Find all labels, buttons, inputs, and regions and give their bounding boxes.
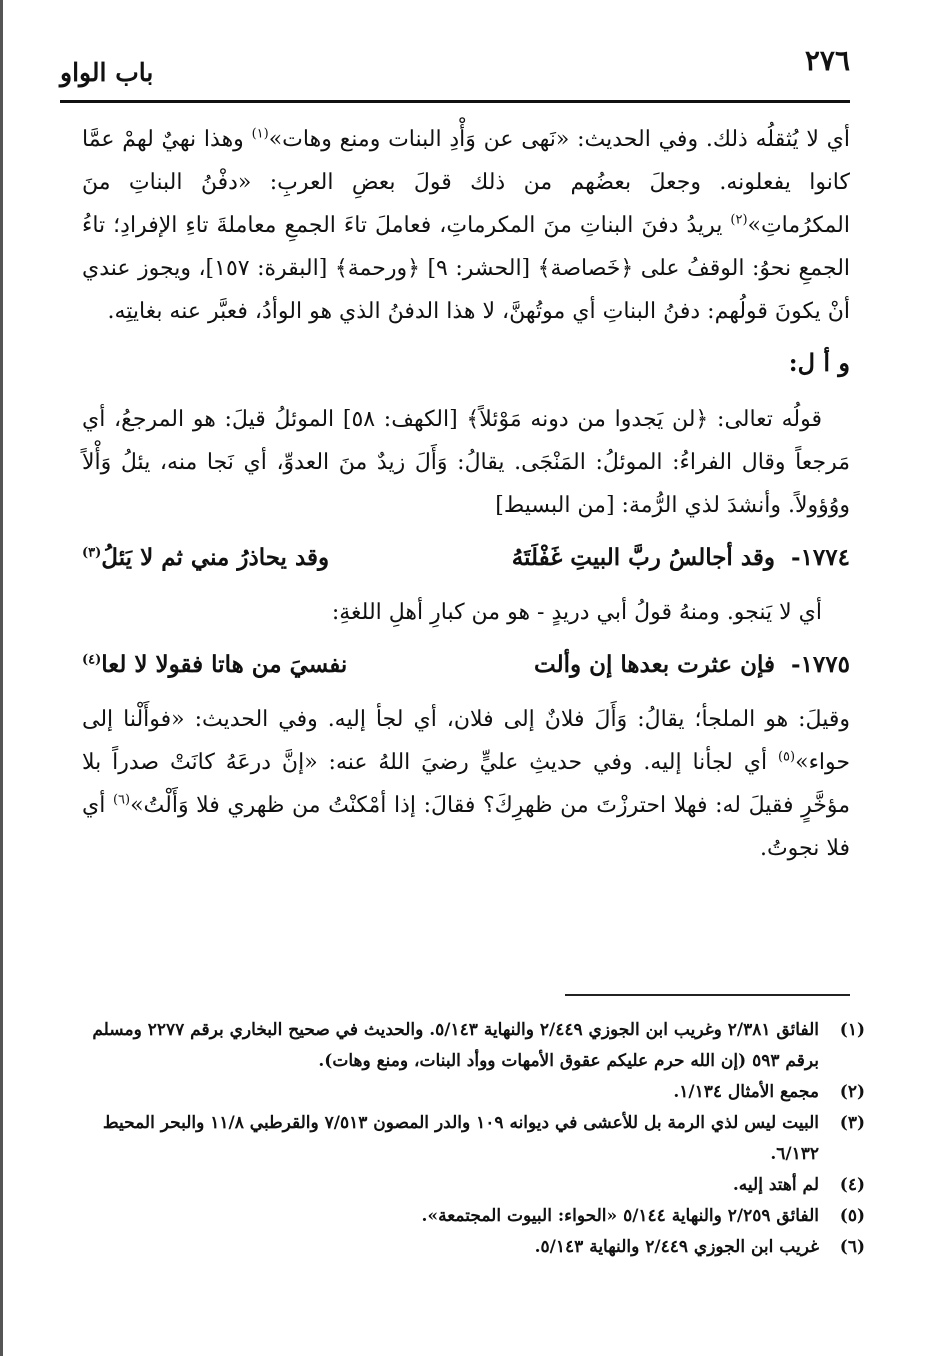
- main-text: [82, 118, 850, 870]
- verse-first-text: فإن عثرت بعدها إن وألت: [534, 651, 776, 678]
- footnote-ref: (٦): [112, 792, 131, 808]
- chapter-title: باب الواو: [60, 58, 154, 87]
- verse-second-hemistich: [82, 642, 347, 688]
- footnote-item: [82, 1015, 865, 1077]
- footnote-text: مجمع الأمثال ١/١٣٤.: [673, 1082, 819, 1102]
- footnote-mark: (٥): [839, 1206, 865, 1226]
- footnote-ref: (٤): [82, 652, 102, 668]
- paragraph-3: أي لا يَنجو. ومنهُ قولُ أبي دريدٍ - هو من كبارِ أهلِ اللغةِ:: [331, 600, 822, 625]
- verse-first-text: وقد أجالسُ ربَّ البيتِ غَفْلَتَهُ: [511, 544, 776, 571]
- footnote-item: [82, 1108, 865, 1170]
- footnote-mark: (٢): [839, 1082, 865, 1102]
- page-header: [60, 38, 850, 98]
- verse-second-hemistich: [82, 535, 329, 581]
- footnote-item: [82, 1201, 865, 1232]
- verse-second-text: وقد يحاذرُ مني ثم لا يَئلُ: [101, 544, 330, 571]
- footnote-text: الفائق ٢/٢٥٩ والنهاية ٥/١٤٤ «الحواء: البيوت المجتمعة».: [421, 1206, 819, 1226]
- footnote-mark: (١): [839, 1020, 865, 1040]
- footnote-separator: [565, 994, 850, 996]
- footnotes: [82, 1015, 865, 1263]
- verse-first-hemistich: [534, 642, 850, 688]
- paragraph-text: وقيلَ: هو الملجأ؛ يقالُ: وَأَلَ فلانٌ إلى فلان، أي لجأ إليه. وفي الحديث: «فوأَلْنا إلى حواء»: [82, 707, 850, 775]
- footnote-ref: (٥): [777, 749, 796, 765]
- verse-1775: [82, 642, 850, 688]
- scan-edge-line: [0, 0, 3, 1356]
- paragraph-4: [82, 698, 850, 870]
- verse-number: ١٧٧٥-: [791, 651, 850, 678]
- footnote-mark: (٦): [839, 1237, 865, 1257]
- footnote-ref: (٣): [82, 545, 102, 561]
- verse-1774: [82, 535, 850, 581]
- footnote-item: [82, 1170, 865, 1201]
- footnote-mark: (٣): [839, 1113, 865, 1133]
- footnote-item: [82, 1232, 865, 1263]
- footnote-text: غريب ابن الجوزي ٢/٤٤٩ والنهاية ٥/١٤٣.: [534, 1237, 819, 1257]
- paragraph-text: أي لجأنا إليه. وفي حديثِ عليٍّ رضيَ اللهُ عنه: «إنَّ درعَهُ كانَتْ صدراً بلا مؤخَّرٍ فقيلَ له: فهلا احترزْتَ من ظهرِكَ؟ فقالَ: إذا أمْكنْتُ من ظهري فلا وَأَلْتُ»: [82, 750, 851, 818]
- paragraph-1: [82, 118, 850, 333]
- verse-second-text: نفسيَ من هاتا فقولا لا لعا: [101, 651, 348, 678]
- footnote-mark: (٤): [839, 1175, 865, 1195]
- verse-number: ١٧٧٤-: [791, 544, 850, 571]
- footnote-text: البيت ليس لذي الرمة بل للأعشى في ديوانه ١٠٩ والدر المصون ٧/٥١٣ والقرطبي ١١/٨ والبحر المحيط ٦/١٣٢.: [102, 1113, 819, 1164]
- paragraph-2: قولُه تعالى: ﴿لن يَجدوا من دونه مَوْئلاً﴾ [الكهف: ٥٨] الموئلُ قيلَ: هو المرجعُ، أي مَرجعاً وقال الفراءُ: الموئلُ: المَنْجَى. يقالُ: وَأَلَ زيدٌ منَ العدوِّ، أي نَجا منه، يئلُ وَأْلاً ووُؤولاً. وأنشدَ لذي الرُّمة: [من البسيط]: [82, 407, 850, 518]
- footnote-ref: (٢): [730, 212, 748, 228]
- verse-first-hemistich: [512, 535, 850, 581]
- page-number: ٢٧٦: [804, 44, 850, 77]
- paragraph-text: وهذا نهيٌ لهمْ عمَّا كانوا يفعلونه. وجعلَ بعضُهم من ذلك قولَ بعضِ العربِ: «دفْنُ البناتِ منَ المكرُماتِ»: [82, 127, 850, 238]
- footnote-text: لم أهتد إليه.: [732, 1175, 819, 1195]
- header-rule: [60, 100, 850, 103]
- paragraph-text: أي لا يُثقلُه ذلك. وفي الحديث: «نَهى عن وَأْدِ البنات ومنع وهات»: [268, 127, 850, 152]
- footnote-text: الفائق ٢/٣٨١ وغريب ابن الجوزي ٢/٤٤٩ والنهاية ٥/١٤٣. والحديث في صحيح البخاري برقم ٢٢٧٧ ومسلم برقم ٥٩٣ (إن الله حرم عليكم عقوق الأمهات ووأد البنات، ومنع وهات).: [92, 1020, 819, 1071]
- footnote-item: [82, 1077, 865, 1108]
- paragraph-text: أي فلا نجوتُ.: [82, 793, 850, 861]
- paragraph-text: يريدُ دفنَ البناتِ منَ المكرماتِ، فعاملَ تاءَ الجمعِ معاملةَ تاءِ الإفرادِ؛ تاءُ الجمعِ نحوُ: الوقفُ على ﴿خَصاصة﴾ [الحشر: ٩] ﴿ورحمة﴾ [البقرة: ١٥٧]، ويجوز عندي أنْ يكونَ قولُهم: دفنُ البناتِ أي موتُهنَّ، لا هذا الدفنُ الذي هو الوأدُ، فعبَّر عنه بغايتِه.: [82, 213, 851, 324]
- footnote-ref: (١): [251, 126, 269, 142]
- section-heading: و أ ل:: [788, 348, 850, 377]
